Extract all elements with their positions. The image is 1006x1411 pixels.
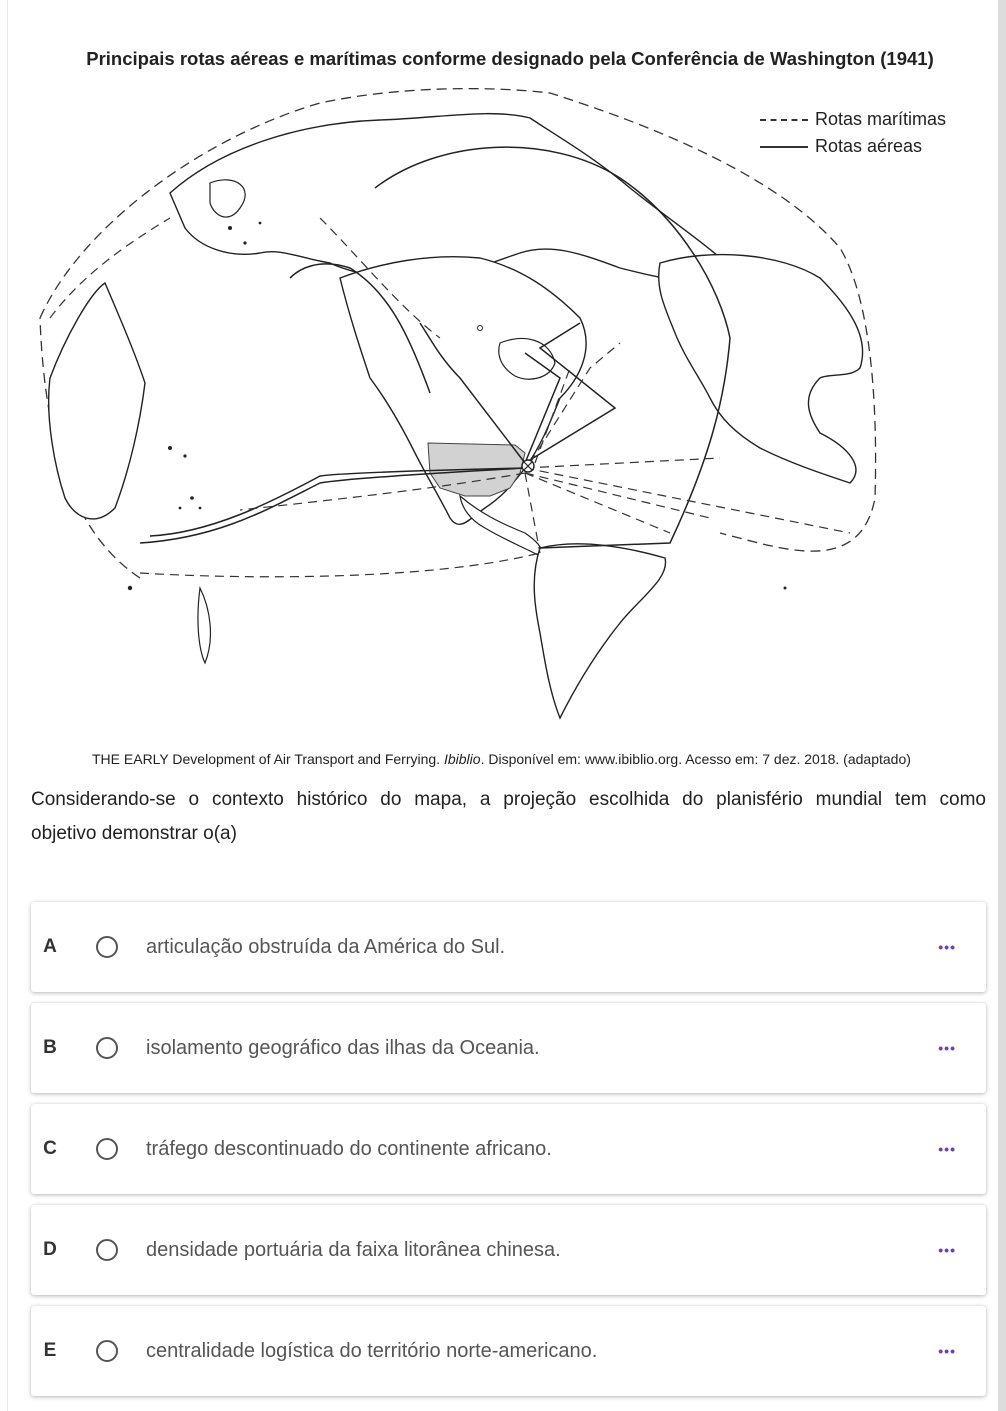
option-d[interactable]: [31, 1205, 986, 1295]
world-map-illustration: [20, 78, 990, 728]
option-e[interactable]: [31, 1306, 986, 1396]
radio-circle-icon[interactable]: [96, 1138, 118, 1160]
question-line-1: Considerando-se o contexto histórico do mapa, a projeção escolhida do planisfério mundial tem como: [31, 789, 986, 810]
legend-item-sea: [760, 106, 946, 133]
dashed-line-swatch: [760, 119, 808, 121]
scrollbar-track[interactable]: [998, 0, 1006, 1411]
citation-access: . Disponível em: www.ibiblio.org. Acesso em: 7 dez. 2018. (adaptado): [480, 751, 911, 767]
radio-circle-icon[interactable]: [96, 1239, 118, 1261]
option-text: centralidade logística do território norte-americano.: [146, 1339, 598, 1362]
radio-circle-icon[interactable]: [96, 936, 118, 958]
landmass-south-america: [534, 544, 665, 718]
option-letter: B: [43, 1037, 57, 1058]
solid-line-swatch: [760, 146, 808, 148]
legend-label-air: Rotas aéreas: [815, 136, 923, 156]
world-map-figure: [20, 78, 990, 728]
more-options-icon[interactable]: •••: [938, 1242, 956, 1258]
landmass-new-zealand: [198, 588, 210, 663]
option-a[interactable]: [31, 902, 986, 992]
option-letter: A: [43, 936, 57, 957]
radio-circle-icon[interactable]: [96, 1037, 118, 1059]
map-citation: [92, 751, 1002, 767]
question-line-2: objetivo demonstrar o(a): [31, 823, 237, 844]
option-letter: C: [43, 1138, 57, 1159]
option-letter: D: [43, 1239, 57, 1260]
page-edge-left: [7, 0, 8, 1411]
washington-hub-marker: [522, 460, 534, 472]
radio-circle-icon[interactable]: [96, 1340, 118, 1362]
more-options-icon[interactable]: •••: [938, 1343, 956, 1359]
landmass-africa: [659, 255, 863, 483]
legend-item-air: [760, 133, 946, 160]
option-text: tráfego descontinuado do continente africano.: [146, 1137, 552, 1160]
option-c[interactable]: [31, 1104, 986, 1194]
citation-text: THE EARLY Development of Air Transport and Ferrying.: [92, 751, 444, 767]
more-options-icon[interactable]: •••: [938, 1040, 956, 1056]
legend-label-sea: Rotas marítimas: [815, 109, 947, 129]
option-b[interactable]: [31, 1003, 986, 1093]
option-letter: E: [43, 1340, 57, 1361]
map-title: Principais rotas aéreas e marítimas conforme designado pela Conferência de Washington (1941): [86, 48, 934, 69]
citation-source: Ibiblio: [443, 751, 481, 767]
option-text: isolamento geográfico das ilhas da Oceania.: [146, 1036, 540, 1059]
option-text: densidade portuária da faixa litorânea chinesa.: [146, 1238, 561, 1261]
landmass-australia: [49, 283, 145, 519]
landmass-central-america: [460, 496, 541, 556]
more-options-icon[interactable]: •••: [938, 939, 956, 955]
option-text: articulação obstruída da América do Sul.: [146, 935, 506, 958]
more-options-icon[interactable]: •••: [938, 1141, 956, 1157]
question-stem: [31, 783, 986, 851]
map-legend: [760, 106, 946, 160]
